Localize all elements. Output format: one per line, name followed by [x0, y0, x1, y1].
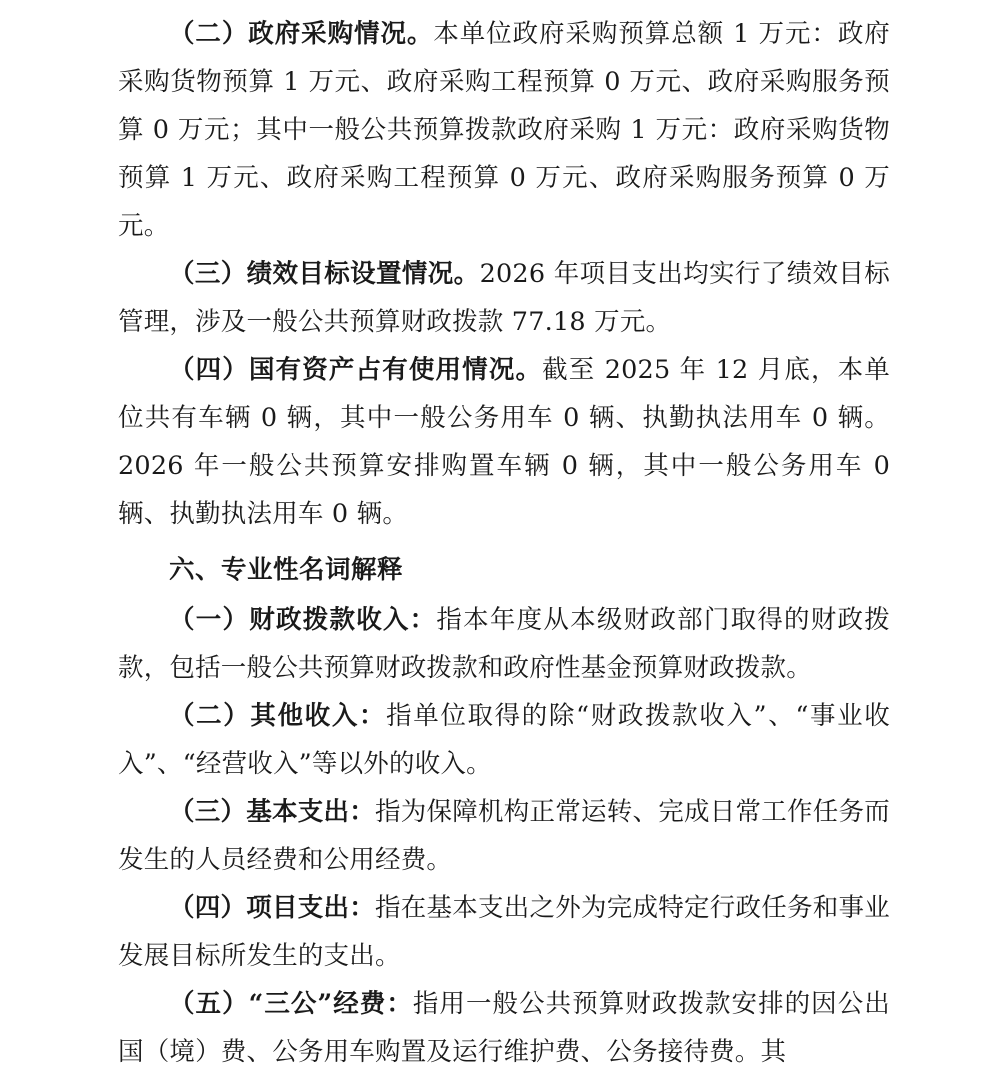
paragraph-state-assets	[118, 346, 890, 538]
paragraph-lead-term-fiscal-appropriation: （一）财政拨款收入：	[169, 605, 437, 635]
paragraph-gov-procurement	[118, 10, 890, 250]
paragraph-body-gov-procurement: 本单位政府采购预算总额 1 万元：政府采购货物预算 1 万元、政府采购工程预算 0 万元、政府采购服务预算 0 万元；其中一般公共预算拨款政府采购 1 万元：政府采购货物预算 1 万元、政府采购工程预算 0 万元、政府采购服务预算 0 万元。	[118, 19, 890, 241]
paragraph-term-basic-expenditure	[118, 788, 890, 884]
paragraph-lead-term-basic-expenditure: （三）基本支出：	[169, 797, 376, 827]
paragraph-body-term-other-income: 指单位取得的除“财政拨款收入”、“事业收入”、“经营收入”等以外的收入。	[118, 701, 890, 779]
section-heading-six: 六、专业性名词解释	[169, 555, 404, 585]
paragraph-term-three-public	[118, 980, 890, 1076]
paragraph-lead-gov-procurement: （二）政府采购情况。	[169, 19, 434, 49]
paragraph-body-term-basic-expenditure: 指为保障机构正常运转、完成日常工作任务而发生的人员经费和公用经费。	[118, 797, 890, 875]
paragraph-lead-term-other-income: （二）其他收入：	[169, 701, 387, 731]
paragraph-lead-term-three-public: （五）“三公”经费：	[169, 989, 413, 1019]
paragraph-body-term-fiscal-appropriation: 指本年度从本级财政部门取得的财政拨款，包括一般公共预算财政拨款和政府性基金预算财政拨款。	[118, 605, 890, 683]
paragraph-body-term-three-public: 指用一般公共预算财政拨款安排的因公出国（境）费、公务用车购置及运行维护费、公务接待费。其	[118, 989, 890, 1067]
paragraph-lead-state-assets: （四）国有资产占有使用情况。	[169, 355, 543, 385]
paragraph-term-other-income	[118, 692, 890, 788]
paragraph-term-project-expenditure	[118, 884, 890, 980]
paragraph-body-state-assets: 截至 2025 年 12 月底，本单位共有车辆 0 辆，其中一般公务用车 0 辆、执勤执法用车 0 辆。2026 年一般公共预算安排购置车辆 0 辆，其中一般公务用车 0 辆、执勤执法用车 0 辆。	[118, 355, 890, 529]
paragraph-lead-performance-goal: （三）绩效目标设置情况。	[169, 259, 480, 289]
paragraph-performance-goal	[118, 250, 890, 346]
paragraph-body-term-project-expenditure: 指在基本支出之外为完成特定行政任务和事业发展目标所发生的支出。	[118, 893, 890, 971]
paragraph-lead-term-project-expenditure: （四）项目支出：	[169, 893, 376, 923]
paragraph-term-fiscal-appropriation	[118, 596, 890, 692]
paragraph-body-performance-goal: 2026 年项目支出均实行了绩效目标管理，涉及一般公共预算财政拨款 77.18 万元。	[118, 259, 890, 337]
